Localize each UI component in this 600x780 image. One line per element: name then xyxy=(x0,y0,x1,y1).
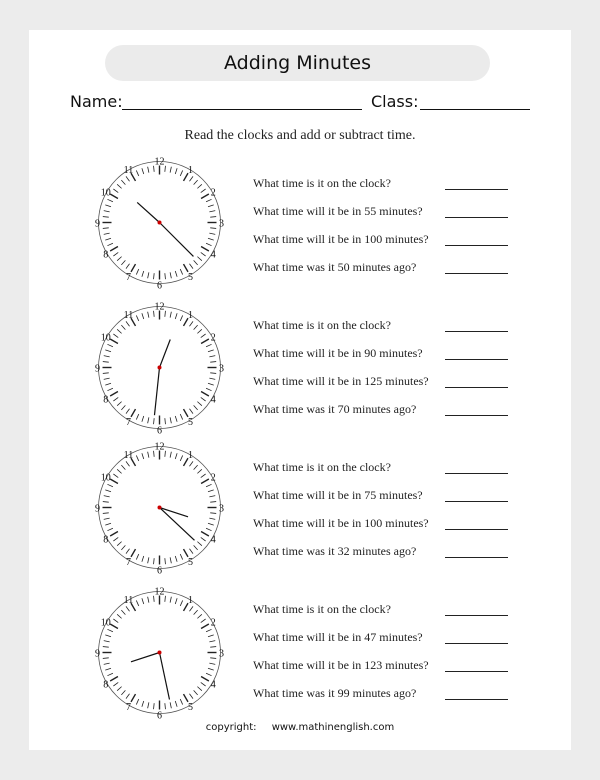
clock-number: 8 xyxy=(103,679,109,691)
clock-number: 7 xyxy=(126,557,131,569)
question-subtract-time: What time was it 32 minutes ago? xyxy=(253,544,417,558)
clock-number: 8 xyxy=(103,534,109,546)
answer-blank xyxy=(445,501,508,502)
answer-blank xyxy=(445,557,508,558)
clock-svg xyxy=(95,156,224,292)
question-add-time: What time will it be in 47 minutes? xyxy=(253,630,423,644)
copyright-footer xyxy=(0,722,600,733)
clock-number: 6 xyxy=(157,280,162,292)
clock-number: 9 xyxy=(95,218,100,230)
clock-number: 7 xyxy=(126,417,131,429)
answer-blank xyxy=(445,189,508,190)
question-subtract-time: What time was it 70 minutes ago? xyxy=(253,402,417,416)
clock-number: 11 xyxy=(123,594,134,606)
answer-blank xyxy=(445,273,508,274)
clock-number: 7 xyxy=(126,272,131,284)
clock-face xyxy=(95,301,224,437)
name-label: Name: xyxy=(70,92,123,111)
copyright-label: copyright: xyxy=(205,722,257,733)
answer-blank xyxy=(445,615,508,616)
question-add-time: What time will it be in 75 minutes? xyxy=(253,488,423,502)
clock-number: 11 xyxy=(123,309,134,321)
answer-blank xyxy=(445,331,508,332)
answer-blank xyxy=(445,643,508,644)
clock-number: 11 xyxy=(123,164,134,176)
clock-center-dot xyxy=(158,651,162,655)
title-text: Adding Minutes xyxy=(224,52,371,74)
clock-number: 2 xyxy=(210,332,216,344)
name-blank-line xyxy=(122,109,362,110)
clock-number: 12 xyxy=(154,156,165,168)
answer-blank xyxy=(445,699,508,700)
question-current-time: What time is it on the clock? xyxy=(253,602,391,616)
clock-number: 1 xyxy=(188,449,193,461)
question-current-time: What time is it on the clock? xyxy=(253,460,391,474)
name-class-row xyxy=(70,92,540,116)
question-subtract-time: What time was it 50 minutes ago? xyxy=(253,260,417,274)
question-add-time: What time will it be in 55 minutes? xyxy=(253,204,423,218)
question-subtract-time: What time was it 99 minutes ago? xyxy=(253,686,417,700)
clock-center-dot xyxy=(158,221,162,225)
clock-number: 2 xyxy=(210,472,216,484)
clock-number: 12 xyxy=(154,301,165,313)
copyright-site: www.mathinenglish.com xyxy=(271,722,395,733)
clock-number: 2 xyxy=(210,617,216,629)
clock-number: 5 xyxy=(188,417,193,429)
clock-number: 12 xyxy=(154,586,165,598)
clock-face xyxy=(95,586,224,722)
worksheet-title xyxy=(105,45,490,81)
answer-blank xyxy=(445,529,508,530)
clock-number: 8 xyxy=(103,249,109,261)
clock-svg xyxy=(95,586,224,722)
clock-face xyxy=(95,441,224,577)
answer-blank xyxy=(445,415,508,416)
clock-number: 4 xyxy=(210,679,216,691)
clock-number: 1 xyxy=(188,309,193,321)
clock-number: 12 xyxy=(154,441,165,453)
clock-number: 3 xyxy=(219,503,224,515)
clock-face xyxy=(95,156,224,292)
answer-blank xyxy=(445,473,508,474)
question-add-time: What time will it be in 123 minutes? xyxy=(253,658,429,672)
clock-number: 6 xyxy=(157,710,162,722)
clock-number: 6 xyxy=(157,425,162,437)
clock-number: 5 xyxy=(188,702,193,714)
clock-number: 4 xyxy=(210,534,216,546)
clock-number: 1 xyxy=(188,594,193,606)
clock-number: 9 xyxy=(95,503,100,515)
clock-number: 3 xyxy=(219,648,224,660)
clock-number: 9 xyxy=(95,363,100,375)
class-label: Class: xyxy=(371,92,419,111)
question-add-time: What time will it be in 100 minutes? xyxy=(253,516,429,530)
clock-number: 10 xyxy=(100,332,111,344)
clock-number: 3 xyxy=(219,218,224,230)
answer-blank xyxy=(445,245,508,246)
clock-number: 10 xyxy=(100,187,111,199)
answer-blank xyxy=(445,387,508,388)
answer-blank xyxy=(445,217,508,218)
instructions-text: Read the clocks and add or subtract time. xyxy=(184,128,416,143)
clock-center-dot xyxy=(158,366,162,370)
clock-number: 7 xyxy=(126,702,131,714)
clock-number: 10 xyxy=(100,617,111,629)
clock-svg xyxy=(95,301,224,437)
question-current-time: What time is it on the clock? xyxy=(253,176,391,190)
answer-blank xyxy=(445,359,508,360)
clock-number: 5 xyxy=(188,272,193,284)
clock-center-dot xyxy=(158,506,162,510)
clock-number: 5 xyxy=(188,557,193,569)
clock-number: 2 xyxy=(210,187,216,199)
question-current-time: What time is it on the clock? xyxy=(253,318,391,332)
question-add-time: What time will it be in 90 minutes? xyxy=(253,346,423,360)
clock-number: 10 xyxy=(100,472,111,484)
clock-number: 9 xyxy=(95,648,100,660)
clock-number: 4 xyxy=(210,249,216,261)
question-add-time: What time will it be in 125 minutes? xyxy=(253,374,429,388)
clock-number: 8 xyxy=(103,394,109,406)
clock-number: 4 xyxy=(210,394,216,406)
answer-blank xyxy=(445,671,508,672)
question-add-time: What time will it be in 100 minutes? xyxy=(253,232,429,246)
clock-number: 1 xyxy=(188,164,193,176)
clock-number: 11 xyxy=(123,449,134,461)
class-blank-line xyxy=(420,109,530,110)
clock-svg xyxy=(95,441,224,577)
clock-number: 6 xyxy=(157,565,162,577)
clock-number: 3 xyxy=(219,363,224,375)
